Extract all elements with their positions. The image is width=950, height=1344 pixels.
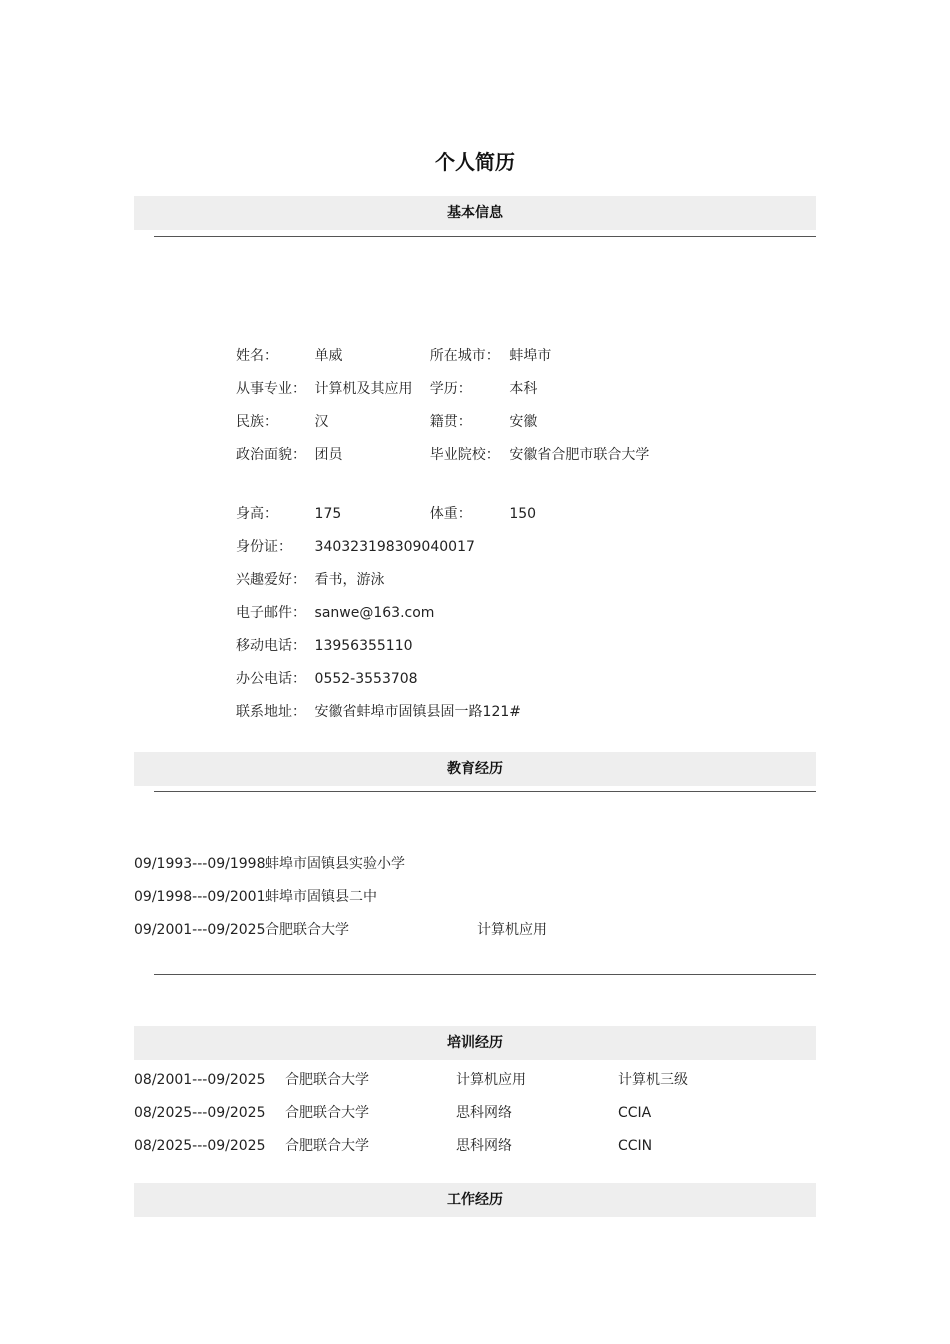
political-label: 政治面貌： bbox=[236, 447, 306, 463]
training-course: 计算机应用 bbox=[456, 1072, 526, 1088]
profession-value: 计算机及其应用 bbox=[314, 381, 413, 397]
info-row bbox=[236, 534, 656, 567]
profession-label: 从事专业： bbox=[236, 381, 306, 397]
training-period: 08/2025---09/2025 bbox=[134, 1138, 266, 1154]
office-phone-value: 0552-3553708 bbox=[314, 671, 418, 687]
city-label: 所在城市： bbox=[429, 348, 500, 364]
training-school: 合肥联合大学 bbox=[285, 1072, 369, 1088]
hobby-value: 看书，游泳 bbox=[314, 572, 385, 588]
ethnicity-label: 民族： bbox=[236, 414, 278, 430]
training-certificate: 计算机三级 bbox=[618, 1072, 688, 1088]
degree-value: 本科 bbox=[509, 381, 538, 397]
name-value: 单威 bbox=[314, 348, 343, 364]
info-row bbox=[236, 442, 656, 501]
training-row bbox=[134, 1067, 688, 1093]
political-value: 团员 bbox=[314, 447, 343, 463]
training-period: 08/2001---09/2025 bbox=[134, 1072, 266, 1088]
education-row bbox=[134, 851, 477, 877]
email-value: sanwe@163.com bbox=[314, 605, 435, 621]
height-label: 身高： bbox=[236, 506, 278, 522]
info-row bbox=[236, 600, 656, 633]
info-row bbox=[236, 633, 656, 666]
hobby-label: 兴趣爱好： bbox=[236, 572, 306, 588]
training-course: 思科网络 bbox=[456, 1138, 512, 1154]
info-row bbox=[236, 567, 656, 600]
basic-info-table bbox=[236, 343, 656, 732]
section-header-education: 教育经历 bbox=[134, 752, 816, 786]
id-value: 340323198309040017 bbox=[314, 539, 475, 555]
mobile-value: 13956355110 bbox=[314, 638, 413, 654]
school-label: 毕业院校： bbox=[429, 447, 500, 463]
info-row bbox=[236, 666, 656, 699]
training-certificate: CCIN bbox=[618, 1138, 653, 1154]
education-school: 合肥联合大学 bbox=[265, 922, 349, 938]
training-period: 08/2025---09/2025 bbox=[134, 1105, 266, 1121]
school-value: 安徽省合肥市联合大学 bbox=[509, 447, 650, 463]
section-header-work: 工作经历 bbox=[134, 1183, 816, 1217]
training-school: 合肥联合大学 bbox=[285, 1105, 369, 1121]
page-title: 个人简历 bbox=[435, 150, 515, 174]
mobile-label: 移动电话： bbox=[236, 638, 306, 654]
hometown-value: 安徽 bbox=[509, 414, 538, 430]
divider bbox=[154, 974, 816, 975]
education-period: 09/1998---09/2001 bbox=[134, 889, 266, 905]
education-row bbox=[134, 884, 477, 910]
weight-label: 体重： bbox=[429, 506, 472, 522]
email-label: 电子邮件： bbox=[236, 605, 306, 621]
divider bbox=[154, 236, 816, 237]
city-value: 蚌埠市 bbox=[509, 348, 552, 364]
id-label: 身份证： bbox=[236, 539, 292, 555]
divider bbox=[154, 791, 816, 792]
education-period: 09/1993---09/1998 bbox=[134, 856, 266, 872]
section-header-basic-info: 基本信息 bbox=[134, 196, 816, 230]
address-label: 联系地址： bbox=[236, 704, 306, 720]
degree-label: 学历： bbox=[429, 381, 472, 397]
info-row bbox=[236, 409, 656, 442]
training-row bbox=[134, 1100, 651, 1126]
height-value: 175 bbox=[314, 506, 342, 522]
education-row bbox=[134, 917, 547, 943]
ethnicity-value: 汉 bbox=[314, 414, 329, 430]
training-course: 思科网络 bbox=[456, 1105, 512, 1121]
section-header-training: 培训经历 bbox=[134, 1026, 816, 1060]
training-row bbox=[134, 1133, 652, 1159]
education-school: 蚌埠市固镇县二中 bbox=[265, 889, 377, 905]
info-row bbox=[236, 699, 656, 732]
weight-value: 150 bbox=[509, 506, 537, 522]
education-school: 蚌埠市固镇县实验小学 bbox=[265, 856, 405, 872]
info-row bbox=[236, 376, 656, 409]
training-school: 合肥联合大学 bbox=[285, 1138, 369, 1154]
address-value: 安徽省蚌埠市固镇县固一路121# bbox=[314, 704, 521, 720]
education-period: 09/2001---09/2025 bbox=[134, 922, 266, 938]
office-phone-label: 办公电话： bbox=[236, 671, 306, 687]
hometown-label: 籍贯： bbox=[429, 414, 472, 430]
education-major: 计算机应用 bbox=[477, 922, 547, 938]
info-row bbox=[236, 501, 656, 534]
training-certificate: CCIA bbox=[618, 1105, 652, 1121]
name-label: 姓名： bbox=[236, 348, 278, 364]
info-row bbox=[236, 343, 656, 376]
